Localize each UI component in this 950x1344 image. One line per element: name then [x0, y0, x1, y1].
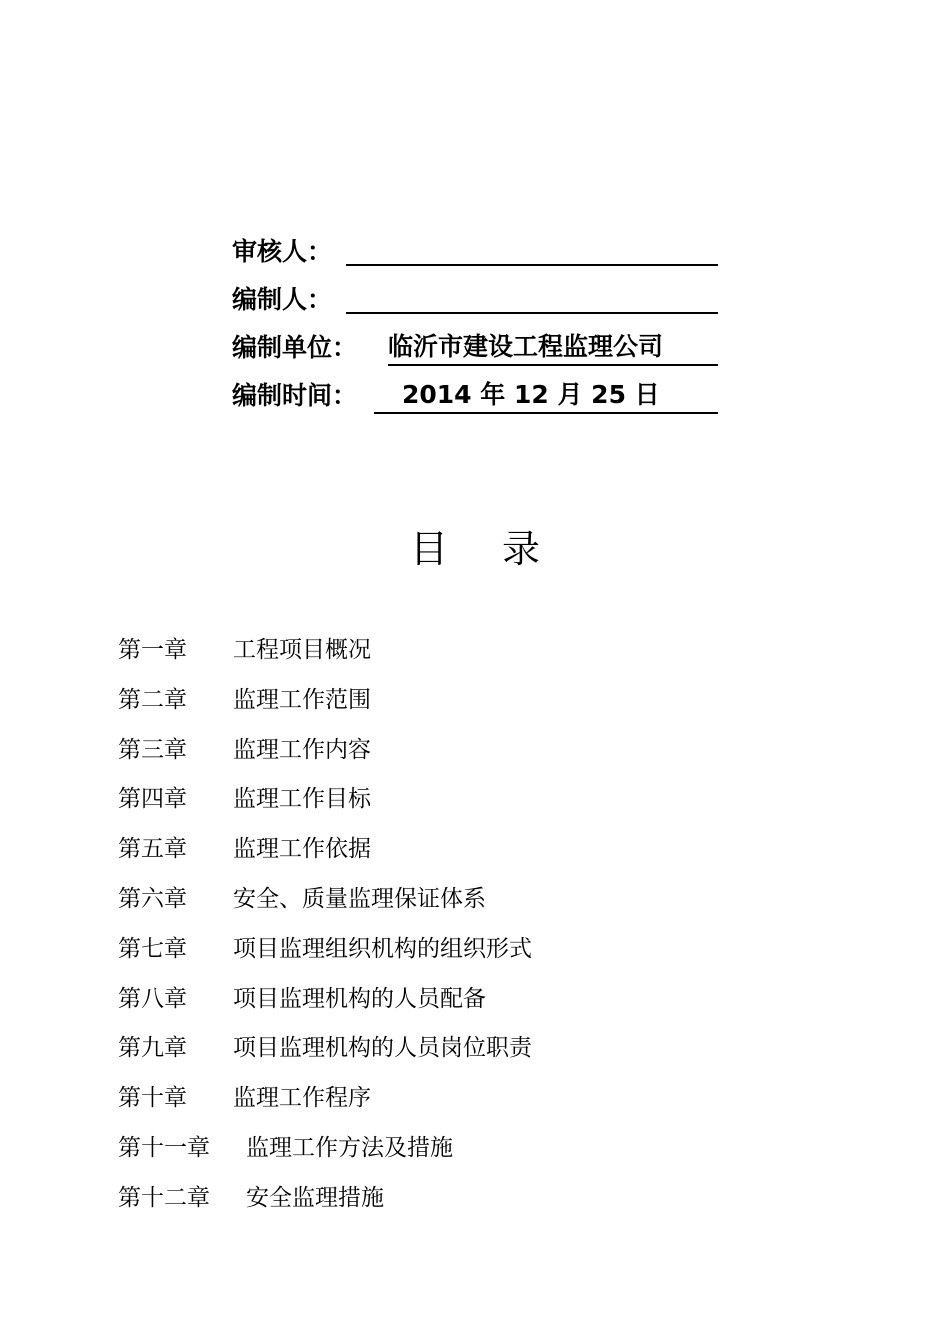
toc-item — [118, 979, 818, 1029]
toc-chapter-label: 第二章 — [118, 686, 187, 713]
toc-chapter-label: 第六章 — [118, 885, 187, 912]
toc-chapter-label: 第十章 — [118, 1085, 187, 1112]
toc-item — [118, 1078, 818, 1128]
unit-value: 临沂市建设工程监理公司 — [388, 328, 718, 366]
time-label: 编制时间： — [232, 381, 358, 410]
toc-chapter-title: 监理工作方法及措施 — [246, 1134, 453, 1161]
toc-chapter-title: 项目监理组织机构的组织形式 — [233, 935, 532, 962]
toc-chapter-title: 监理工作依据 — [233, 836, 371, 863]
toc-chapter-label: 第一章 — [118, 637, 187, 663]
toc-chapter-label: 第八章 — [118, 985, 187, 1012]
toc-chapter-label: 第九章 — [118, 1035, 187, 1062]
time-row — [232, 376, 718, 424]
toc-item — [118, 1028, 818, 1078]
toc-item — [118, 680, 818, 730]
toc-title-char-2: 录 — [502, 527, 541, 571]
toc-item — [118, 829, 818, 879]
toc-chapter-title: 监理工作内容 — [233, 736, 371, 763]
toc-chapter-label: 第十二章 — [118, 1184, 210, 1211]
toc-item — [118, 1178, 818, 1228]
toc-chapter-label: 第四章 — [118, 786, 187, 813]
toc-chapter-title: 安全监理措施 — [246, 1184, 384, 1211]
toc-chapter-title: 监理工作程序 — [233, 1085, 371, 1112]
toc-item — [118, 630, 818, 680]
toc-chapter-label: 第三章 — [118, 736, 187, 763]
toc-title-char-1: 目 — [409, 527, 448, 571]
toc-list — [118, 630, 818, 1228]
reviewer-signature-line — [346, 264, 718, 266]
editor-row — [232, 280, 718, 328]
editor-label: 编制人： — [232, 285, 333, 314]
toc-chapter-title: 工程项目概况 — [233, 637, 371, 663]
toc-item — [118, 1128, 818, 1178]
toc-title — [0, 523, 950, 575]
toc-chapter-title: 安全、质量监理保证体系 — [233, 885, 486, 912]
unit-row — [232, 328, 718, 376]
signature-block — [232, 232, 718, 424]
unit-label: 编制单位： — [232, 333, 358, 362]
toc-chapter-label: 第五章 — [118, 836, 187, 863]
toc-chapter-title: 项目监理机构的人员岗位职责 — [233, 1035, 532, 1062]
editor-signature-line — [346, 312, 718, 314]
toc-chapter-title: 项目监理机构的人员配备 — [233, 985, 486, 1012]
reviewer-row — [232, 232, 718, 280]
toc-item — [118, 879, 818, 929]
time-value: 2014 年 12 月 25 日 — [374, 376, 718, 414]
toc-chapter-label: 第七章 — [118, 935, 187, 962]
toc-item — [118, 730, 818, 780]
toc-item — [118, 929, 818, 979]
toc-chapter-title: 监理工作目标 — [233, 786, 371, 813]
toc-chapter-label: 第十一章 — [118, 1134, 210, 1161]
toc-chapter-title: 监理工作范围 — [233, 686, 371, 713]
toc-item — [118, 779, 818, 829]
reviewer-label: 审核人： — [232, 237, 333, 266]
